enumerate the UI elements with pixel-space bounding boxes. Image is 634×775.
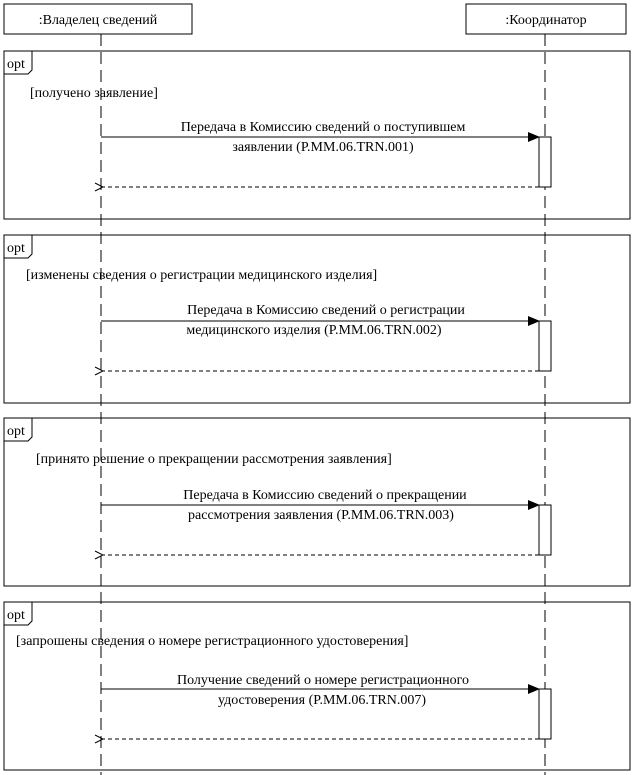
opt-fragment-3 [4,418,630,586]
message-label-line-2: заявлении (P.MM.06.TRN.001) [232,140,414,155]
message-label-line-1: Получение сведений о номере регистрационного [177,673,469,688]
message-label-line-1: Передача в Комиссию сведений о прекращении [183,488,467,503]
message-label-line-2: медицинского изделия (P.MM.06.TRN.002) [186,323,442,338]
activation-bar [539,321,551,371]
fragment-operator: opt [7,608,25,623]
fragment-operator: opt [7,241,25,256]
fragment-guard: [изменены сведения о регистрации медицинского изделия] [26,268,378,283]
fragment-guard: [принято решение о прекращении рассмотрения заявления] [36,452,392,467]
fragment-operator: opt [7,424,25,439]
message-label-line-2: рассмотрения заявления (P.MM.06.TRN.003) [188,508,454,523]
participant-owner [4,4,192,34]
opt-fragment-4 [4,602,630,770]
opt-fragment-1 [4,51,630,219]
fragment-guard: [получено заявление] [30,86,158,101]
activation-bar [539,689,551,739]
opt-fragment-2 [4,235,630,403]
fragment-operator: opt [7,57,25,72]
activation-bar [539,137,551,187]
participant-owner-label: :Владелец сведений [38,13,158,28]
participant-coordinator [466,4,626,34]
message-label-line-1: Передача в Комиссию сведений о поступившем [180,120,466,135]
fragment-guard: [запрошены сведения о номере регистрационного удостоверения] [16,634,409,649]
activation-bar [539,505,551,555]
message-label-line-1: Передача в Комиссию сведений о регистрации [187,303,465,318]
message-label-line-2: удостоверения (P.MM.06.TRN.007) [217,693,427,708]
participant-coordinator-label: :Координатор [505,13,587,28]
